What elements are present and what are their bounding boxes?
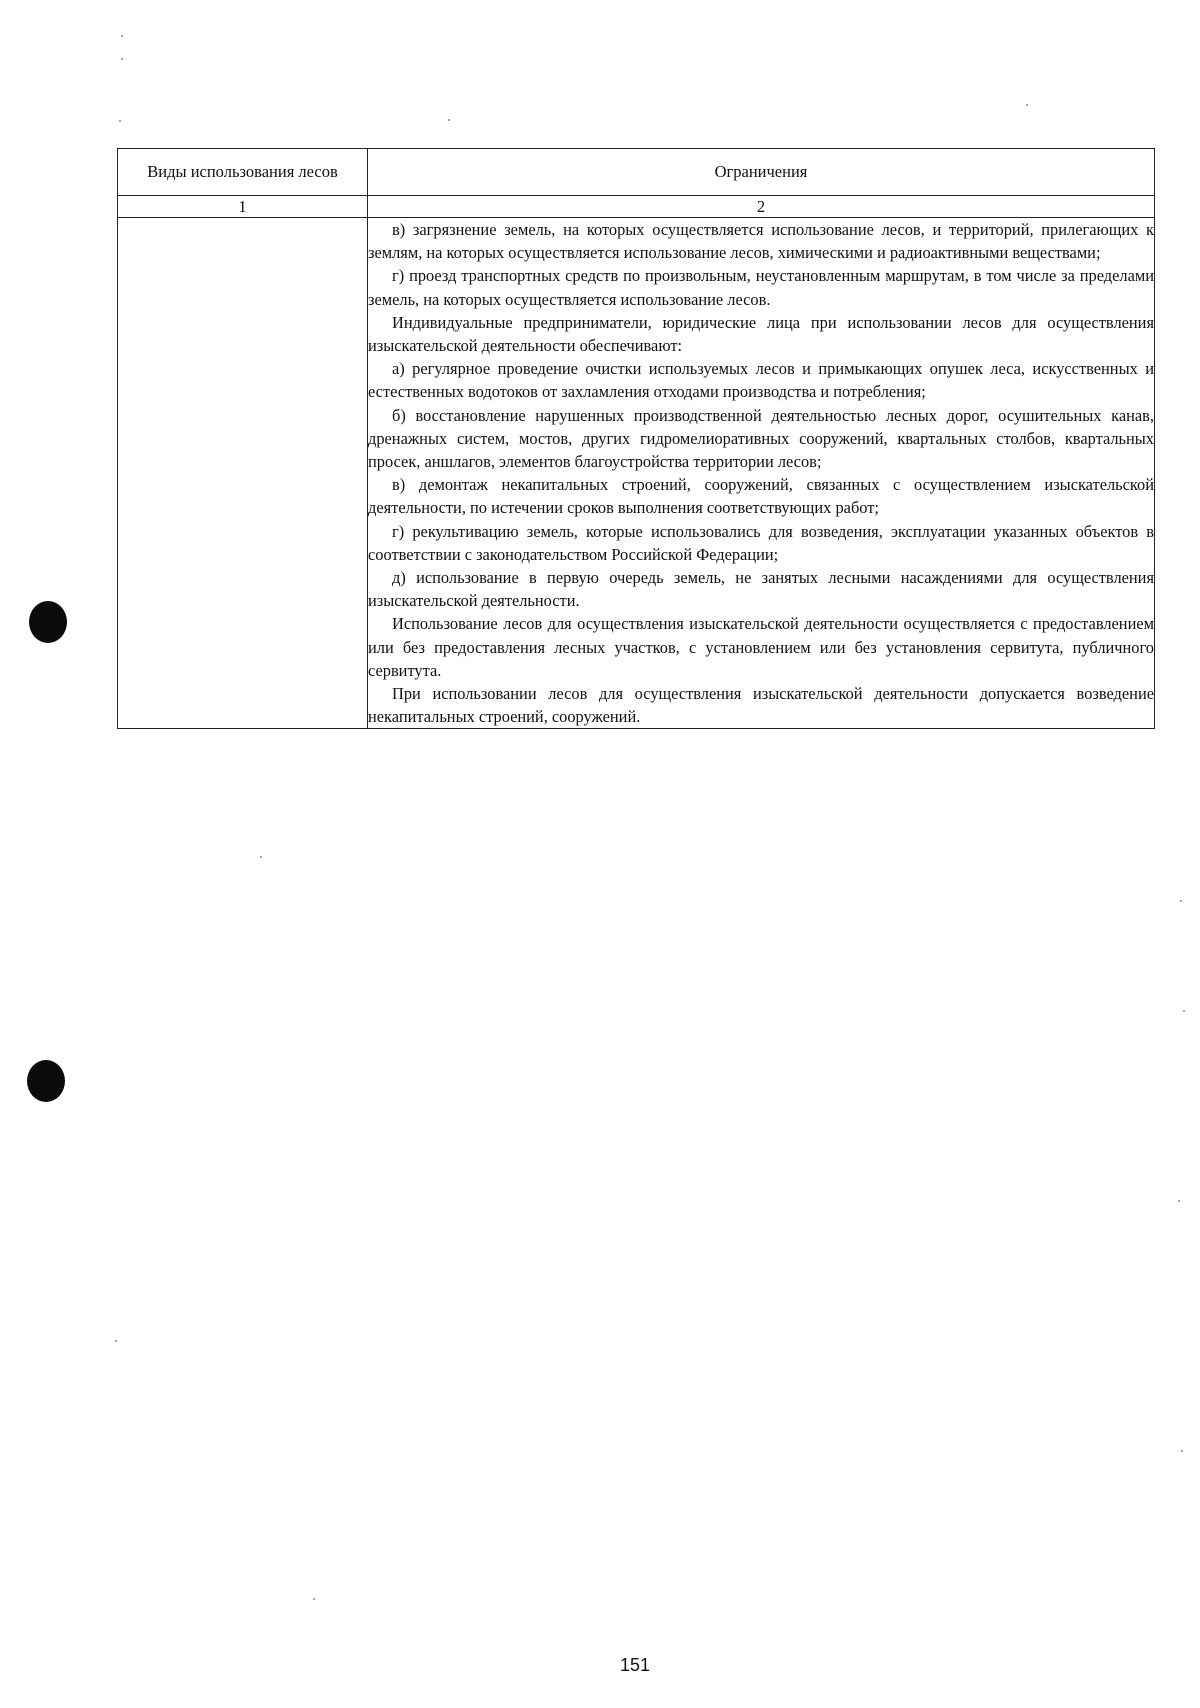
paragraph: г) рекультивацию земель, которые использовались для возведения, эксплуатации указанных объектов в соответствии с законодательством Российской Федерации; <box>368 521 1154 564</box>
paragraph: При использовании лесов для осуществления изыскательской деятельности допускается возведение некапитальных строений, сооружений. <box>368 684 1154 727</box>
paragraph: в) загрязнение земель, на которых осуществляется использование лесов, и территорий, прилегающих к землям, на которых осуществляется использование лесов, химическими и радиоактивными веществами; <box>368 220 1154 263</box>
table-header-row <box>118 149 1155 196</box>
usage-type-cell <box>118 218 368 729</box>
scan-speck <box>448 119 450 121</box>
page-number: 151 <box>619 1655 651 1675</box>
paragraph: Использование лесов для осуществления изыскательской деятельности осуществляется с предоставлением или без предоставления лесных участков, с установлением или без установления сервитута, публичного сервитута. <box>368 614 1154 680</box>
paragraph: г) проезд транспортных средств по произвольным, неустановленным маршрутам, в том числе за пределами земель, на которых осуществляется использование лесов. <box>368 266 1154 309</box>
punch-hole-lower <box>27 1060 65 1102</box>
column-number-row <box>118 196 1155 218</box>
punch-hole-upper <box>29 601 67 643</box>
scan-speck <box>119 120 121 122</box>
paragraph: б) восстановление нарушенных производственной деятельностью лесных дорог, осушительных канав, дренажных систем, мостов, других гидромелиоративных сооружений, квартальных столбов, квартальных просек, аншлагов, элементов благоустройства территории лесов; <box>368 405 1154 472</box>
paragraph: а) регулярное проведение очистки используемых лесов и примыкающих опушек леса, искусственных и естественных водотоков от захламления отходами производства и потребления; <box>368 359 1154 402</box>
restrictions-cell <box>368 218 1155 729</box>
scan-speck <box>313 1598 315 1600</box>
paragraph: в) демонтаж некапитальных строений, сооружений, связанных с осуществлением изыскательской деятельности, по истечении сроков выполнения соответствующих работ; <box>368 475 1154 518</box>
scan-speck <box>1181 1450 1183 1452</box>
paragraph: д) использование в первую очередь земель, не занятых лесными насаждениями для осуществления изыскательской деятельности. <box>368 568 1154 611</box>
scan-speck <box>121 35 123 37</box>
scan-speck <box>260 856 262 858</box>
column-number-2: 2 <box>368 196 1155 218</box>
column-header-usage-types: Виды использования лесов <box>118 149 368 196</box>
column-header-restrictions: Ограничения <box>368 149 1155 196</box>
scan-speck <box>1178 1200 1180 1202</box>
column-number-1: 1 <box>118 196 368 218</box>
scan-speck <box>121 58 123 60</box>
scan-speck <box>1180 900 1182 902</box>
scan-speck <box>1183 1010 1185 1012</box>
scan-speck <box>115 1340 117 1342</box>
scan-speck <box>1026 104 1028 106</box>
paragraph: Индивидуальные предприниматели, юридические лица при использовании лесов для осуществления изыскательской деятельности обеспечивают: <box>368 312 1154 356</box>
restrictions-table <box>117 148 1155 729</box>
table-row <box>118 218 1155 729</box>
